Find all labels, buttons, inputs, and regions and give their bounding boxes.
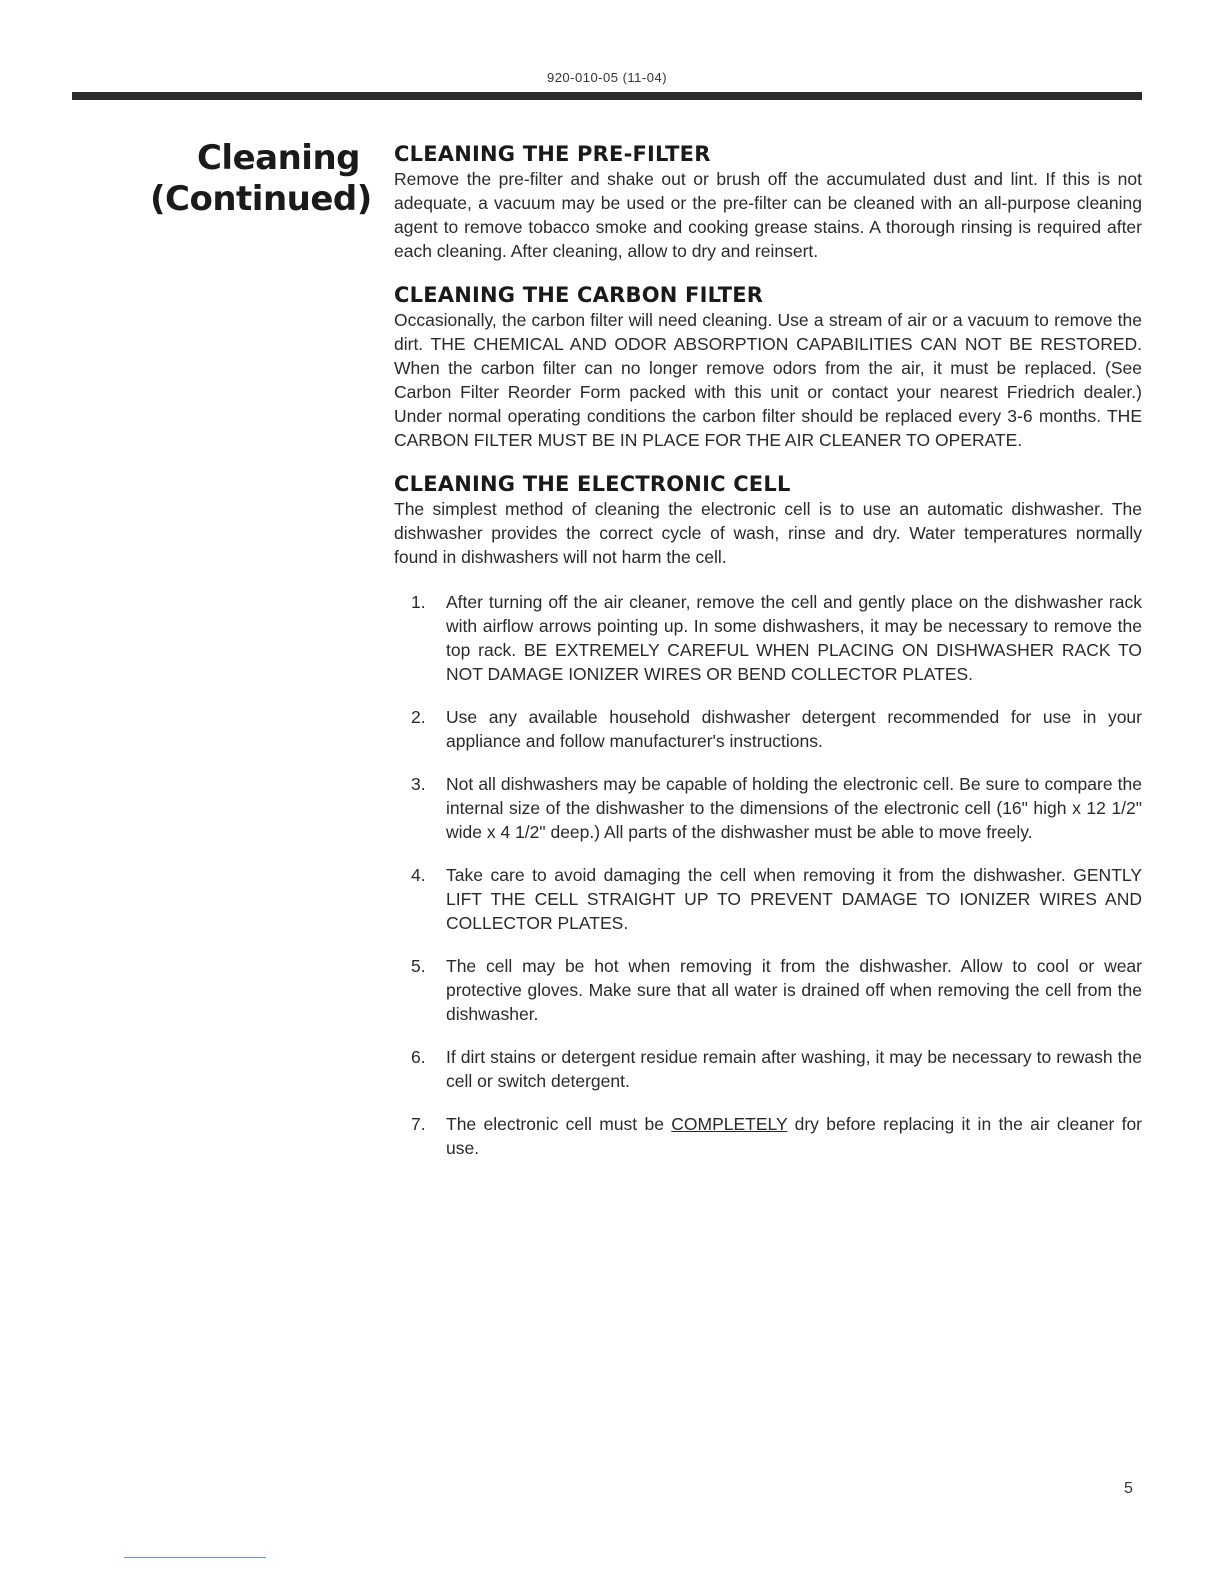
step-number: 5. — [411, 956, 426, 976]
step-text-after: dry before replacing it in the air cleaner for use. — [446, 1114, 1143, 1158]
carbon-filter-heading: CLEANING THE CARBON FILTER — [394, 283, 764, 307]
step-number: 3. — [411, 774, 426, 794]
prefilter-section — [394, 141, 1142, 263]
section-title — [150, 138, 372, 220]
section-title-line-2: (Continued) — [150, 179, 372, 219]
footer-link-underline — [124, 1557, 266, 1558]
step-number: 6. — [411, 1047, 426, 1067]
step-text: Use any available household dishwasher detergent recommended for use in your appliance and follow manufacturer's instructions. — [446, 707, 1142, 751]
step-number: 2. — [411, 707, 426, 727]
header-rule — [72, 92, 1142, 100]
step-number: 7. — [411, 1114, 426, 1134]
list-item — [394, 1112, 1142, 1160]
carbon-filter-section — [394, 282, 1142, 452]
electronic-cell-heading: CLEANING THE ELECTRONIC CELL — [394, 472, 791, 496]
list-item — [394, 590, 1142, 686]
list-item — [394, 772, 1142, 844]
prefilter-body: Remove the pre-filter and shake out or brush off the accumulated dust and lint. If this is not adequate, a vacuum may be used or the pre-filter can be cleaned with an all-purpose cleaning agent to remove tobacco smoke and cooking grease stains. A thorough rinsing is required after each cleaning. After cleaning, allow to dry and reinsert. — [394, 169, 1142, 261]
cleaning-steps-list — [394, 590, 1142, 1160]
step-text-emphasis: COMPLETELY — [671, 1114, 788, 1134]
step-text: Not all dishwashers may be capable of holding the electronic cell. Be sure to compare the internal size of the dishwasher to the dimensions of the electronic cell (16" high x 12 1/2" wide x 4 1/2" deep.) All parts of the dishwasher must be able to move freely. — [446, 774, 1142, 842]
document-number: 920-010-05 (11-04) — [546, 70, 668, 85]
list-item — [394, 1045, 1142, 1093]
section-title-line-1: Cleaning — [196, 138, 360, 178]
list-item — [394, 705, 1142, 753]
step-text: If dirt stains or detergent residue remain after washing, it may be necessary to rewash the cell or switch detergent. — [446, 1047, 1142, 1091]
page-number: 5 — [1124, 1480, 1133, 1497]
carbon-filter-body: Occasionally, the carbon filter will need cleaning. Use a stream of air or a vacuum to remove the dirt. THE CHEMICAL AND ODOR ABSORPTION CAPABILITIES CAN NOT BE RESTORED. When the carbon filter can no longer remove odors from the air, it must be replaced. (See Carbon Filter Reorder Form packed with this unit or contact your nearest Friedrich dealer.) Under normal operating conditions the carbon filter should be replaced every 3-6 months. THE CARBON FILTER MUST BE IN PLACE FOR THE AIR CLEANER TO OPERATE. — [394, 310, 1142, 450]
step-number: 1. — [411, 592, 426, 612]
step-text — [446, 1112, 1142, 1160]
electronic-cell-body: The simplest method of cleaning the electronic cell is to use an automatic dishwasher. The dishwasher provides the correct cycle of wash, rinse and dry. Water temperatures normally found in dishwashers will not harm the cell. — [394, 499, 1142, 567]
step-number: 4. — [411, 865, 426, 885]
list-item — [394, 954, 1142, 1026]
main-content — [394, 141, 1142, 1179]
electronic-cell-section — [394, 471, 1142, 1160]
step-text: Take care to avoid damaging the cell when removing it from the dishwasher. GENTLY LIFT THE CELL STRAIGHT UP TO PREVENT DAMAGE TO IONIZER WIRES AND COLLECTOR PLATES. — [446, 865, 1142, 933]
prefilter-heading: CLEANING THE PRE-FILTER — [394, 142, 711, 166]
step-text-before: The electronic cell must be — [446, 1114, 672, 1134]
step-text: After turning off the air cleaner, remove the cell and gently place on the dishwasher rack with airflow arrows pointing up. In some dishwashers, it may be necessary to remove the top rack. BE EXTREMELY CAREFUL WHEN PLACING ON DISHWASHER RACK TO NOT DAMAGE IONIZER WIRES OR BEND COLLECTOR PLATES. — [446, 592, 1142, 684]
list-item — [394, 863, 1142, 935]
step-text: The cell may be hot when removing it from the dishwasher. Allow to cool or wear protective gloves. Make sure that all water is drained off when removing the cell from the dishwasher. — [446, 956, 1142, 1024]
